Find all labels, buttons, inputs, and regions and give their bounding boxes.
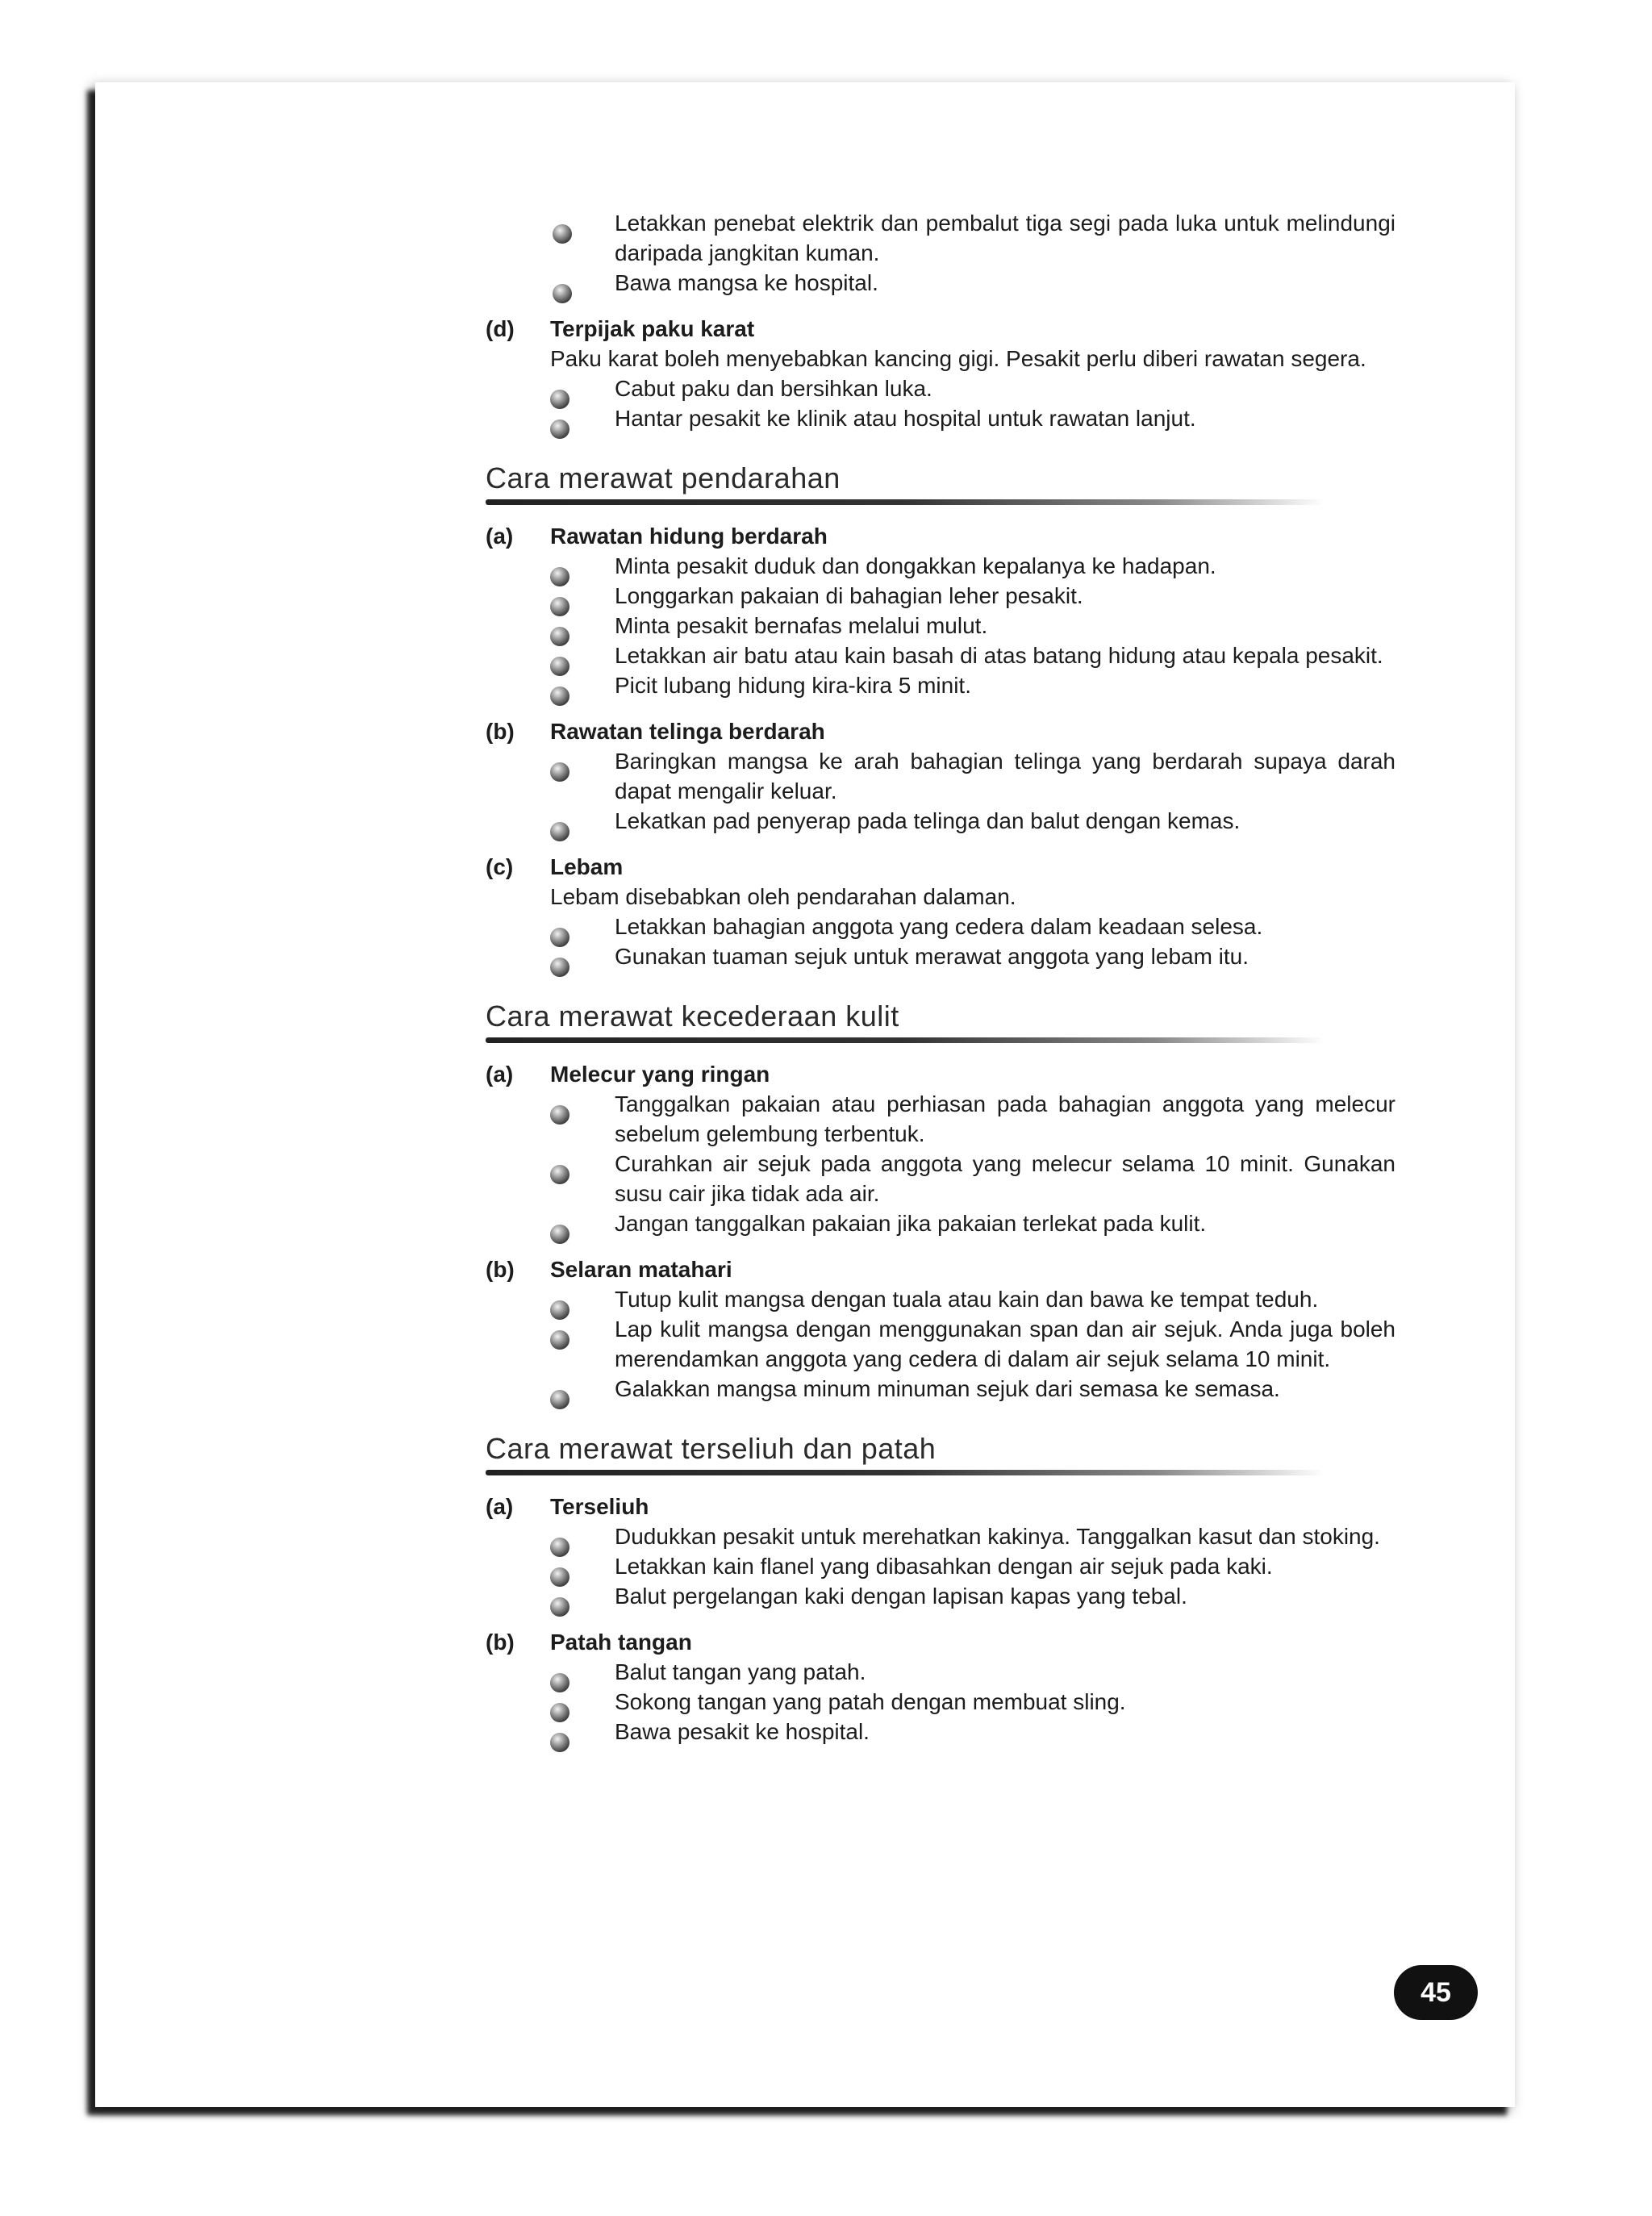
section-heading: Cara merawat kecederaan kulit bbox=[486, 999, 899, 1033]
subsection-title: Terpijak paku karat bbox=[550, 316, 755, 341]
subsection-letter: (c) bbox=[486, 854, 514, 879]
bullet-text: Minta pesakit bernafas melalui mulut. bbox=[615, 613, 988, 638]
subsection-letter: (a) bbox=[486, 524, 514, 549]
list-item bbox=[550, 1208, 1395, 1238]
subsection bbox=[486, 521, 1395, 700]
subsection-letter: (b) bbox=[486, 719, 515, 744]
bullet-list bbox=[550, 1521, 1395, 1611]
bullet-icon bbox=[550, 762, 569, 782]
list-item bbox=[550, 403, 1395, 433]
bullet-icon bbox=[550, 1225, 569, 1244]
subsection-title: Rawatan telinga berdarah bbox=[550, 719, 825, 744]
bullet-icon bbox=[550, 687, 569, 706]
bullet-text: Bawa mangsa ke hospital. bbox=[615, 270, 878, 295]
bullet-list bbox=[550, 1089, 1395, 1238]
bullet-text: Letakkan kain flanel yang dibasahkan dengan air sejuk pada kaki. bbox=[615, 1554, 1273, 1579]
bullet-icon bbox=[550, 419, 569, 439]
bullet-text: Tutup kulit mangsa dengan tuala atau kain dan bawa ke tempat teduh. bbox=[615, 1287, 1319, 1312]
section-divider bbox=[486, 499, 1325, 505]
subsection-letter: (b) bbox=[486, 1257, 515, 1282]
bullet-list bbox=[550, 374, 1395, 433]
list-item bbox=[550, 1374, 1395, 1404]
list-item bbox=[550, 1314, 1395, 1374]
list-item bbox=[550, 1521, 1395, 1551]
bullet-text: Jangan tanggalkan pakaian jika pakaian terlekat pada kulit. bbox=[615, 1211, 1207, 1236]
subsection-title: Lebam bbox=[550, 854, 624, 879]
section-divider bbox=[486, 1037, 1325, 1043]
subsection-description: Lebam disebabkan oleh pendarahan dalaman. bbox=[550, 884, 1016, 909]
list-item bbox=[486, 268, 1395, 298]
bullet-text: Minta pesakit duduk dan dongakkan kepalanya ke hadapan. bbox=[615, 553, 1216, 578]
bullet-icon bbox=[550, 1165, 569, 1184]
list-item bbox=[550, 581, 1395, 611]
bullet-text: Letakkan bahagian anggota yang cedera dalam keadaan selesa. bbox=[615, 914, 1263, 939]
bullet-text: Tanggalkan pakaian atau perhiasan pada bahagian anggota yang melecur sebelum gelembung terbentuk. bbox=[615, 1091, 1395, 1146]
subsection-letter: (d) bbox=[486, 316, 515, 341]
subsection bbox=[486, 852, 1395, 971]
bullet-text: Gunakan tuaman sejuk untuk merawat anggota yang lebam itu. bbox=[615, 944, 1249, 969]
subsection-title: Patah tangan bbox=[550, 1630, 692, 1655]
list-item bbox=[550, 1581, 1395, 1611]
subsection bbox=[486, 1059, 1395, 1238]
bullet-icon bbox=[550, 1105, 569, 1125]
list-item bbox=[550, 941, 1395, 971]
bullet-text: Letakkan penebat elektrik dan pembalut tiga segi pada luka untuk melindungi daripada jangkitan kuman. bbox=[615, 211, 1395, 265]
list-item bbox=[550, 1284, 1395, 1314]
list-item bbox=[550, 1717, 1395, 1747]
bullet-icon bbox=[550, 1733, 569, 1752]
bullet-icon bbox=[550, 1597, 569, 1617]
list-item bbox=[550, 912, 1395, 941]
bullet-list bbox=[550, 1284, 1395, 1404]
bullet-text: Cabut paku dan bersihkan luka. bbox=[615, 376, 932, 401]
subsection-letter: (a) bbox=[486, 1062, 514, 1087]
list-item bbox=[550, 551, 1395, 581]
list-item bbox=[550, 1657, 1395, 1687]
bullet-list bbox=[550, 912, 1395, 971]
bullet-list bbox=[550, 746, 1395, 836]
subsection-letter: (b) bbox=[486, 1630, 515, 1655]
subsection-d bbox=[486, 314, 1395, 433]
list-item bbox=[550, 374, 1395, 403]
subsection-letter: (a) bbox=[486, 1494, 514, 1519]
bullet-text: Baringkan mangsa ke arah bahagian telinga yang berdarah supaya darah dapat mengalir keluar. bbox=[615, 749, 1395, 803]
section-heading: Cara merawat pendarahan bbox=[486, 461, 841, 495]
subsection bbox=[486, 1492, 1395, 1611]
list-item bbox=[550, 806, 1395, 836]
bullet-text: Sokong tangan yang patah dengan membuat sling. bbox=[615, 1689, 1126, 1714]
list-item bbox=[550, 670, 1395, 700]
bullet-text: Curahkan air sejuk pada anggota yang melecur selama 10 minit. Gunakan susu cair jika tidak ada air. bbox=[615, 1151, 1395, 1206]
bullet-icon bbox=[550, 1390, 569, 1409]
list-item bbox=[550, 1149, 1395, 1208]
bullet-text: Bawa pesakit ke hospital. bbox=[615, 1719, 870, 1744]
subsection bbox=[486, 1254, 1395, 1404]
bullet-icon bbox=[553, 284, 572, 303]
page-content bbox=[486, 208, 1395, 1747]
bullet-text: Dudukkan pesakit untuk merehatkan kakinya. Tanggalkan kasut dan stoking. bbox=[615, 1524, 1380, 1549]
intro-bullet-list bbox=[486, 208, 1395, 298]
bullet-text: Galakkan mangsa minum minuman sejuk dari semasa ke semasa. bbox=[615, 1376, 1280, 1401]
page-number-badge: 45 bbox=[1394, 1965, 1478, 2020]
list-item bbox=[550, 1089, 1395, 1149]
section-divider bbox=[486, 1470, 1325, 1475]
bullet-text: Lekatkan pad penyerap pada telinga dan balut dengan kemas. bbox=[615, 808, 1241, 833]
bullet-text: Letakkan air batu atau kain basah di atas batang hidung atau kepala pesakit. bbox=[615, 643, 1383, 668]
subsection bbox=[486, 716, 1395, 836]
list-item bbox=[550, 1687, 1395, 1717]
subsection-title: Terseliuh bbox=[550, 1494, 649, 1519]
subsection-description: Paku karat boleh menyebabkan kancing gigi. Pesakit perlu diberi rawatan segera. bbox=[550, 346, 1366, 371]
list-item bbox=[550, 1551, 1395, 1581]
bullet-icon bbox=[550, 958, 569, 977]
sections-container bbox=[486, 461, 1395, 1747]
subsection-title: Selaran matahari bbox=[550, 1257, 732, 1282]
subsection-title: Rawatan hidung berdarah bbox=[550, 524, 828, 549]
bullet-icon bbox=[553, 224, 572, 244]
bullet-list bbox=[550, 1657, 1395, 1747]
list-item bbox=[550, 641, 1395, 670]
bullet-text: Lap kulit mangsa dengan menggunakan span dan air sejuk. Anda juga boleh merendamkan anggota yang cedera di dalam air sejuk selama 10 minit. bbox=[615, 1317, 1395, 1371]
list-item bbox=[550, 611, 1395, 641]
bullet-text: Longgarkan pakaian di bahagian leher pesakit. bbox=[615, 583, 1083, 608]
bullet-list bbox=[550, 551, 1395, 700]
subsection-title: Melecur yang ringan bbox=[550, 1062, 770, 1087]
bullet-text: Picit lubang hidung kira-kira 5 minit. bbox=[615, 673, 971, 698]
bullet-text: Balut pergelangan kaki dengan lapisan kapas yang tebal. bbox=[615, 1584, 1187, 1609]
list-item bbox=[486, 208, 1395, 268]
bullet-text: Balut tangan yang patah. bbox=[615, 1659, 866, 1684]
bullet-icon bbox=[550, 1330, 569, 1350]
bullet-icon bbox=[550, 822, 569, 841]
bullet-text: Hantar pesakit ke klinik atau hospital untuk rawatan lanjut. bbox=[615, 406, 1196, 431]
list-item bbox=[550, 746, 1395, 806]
section-heading: Cara merawat terseliuh dan patah bbox=[486, 1432, 937, 1465]
subsection bbox=[486, 1627, 1395, 1747]
